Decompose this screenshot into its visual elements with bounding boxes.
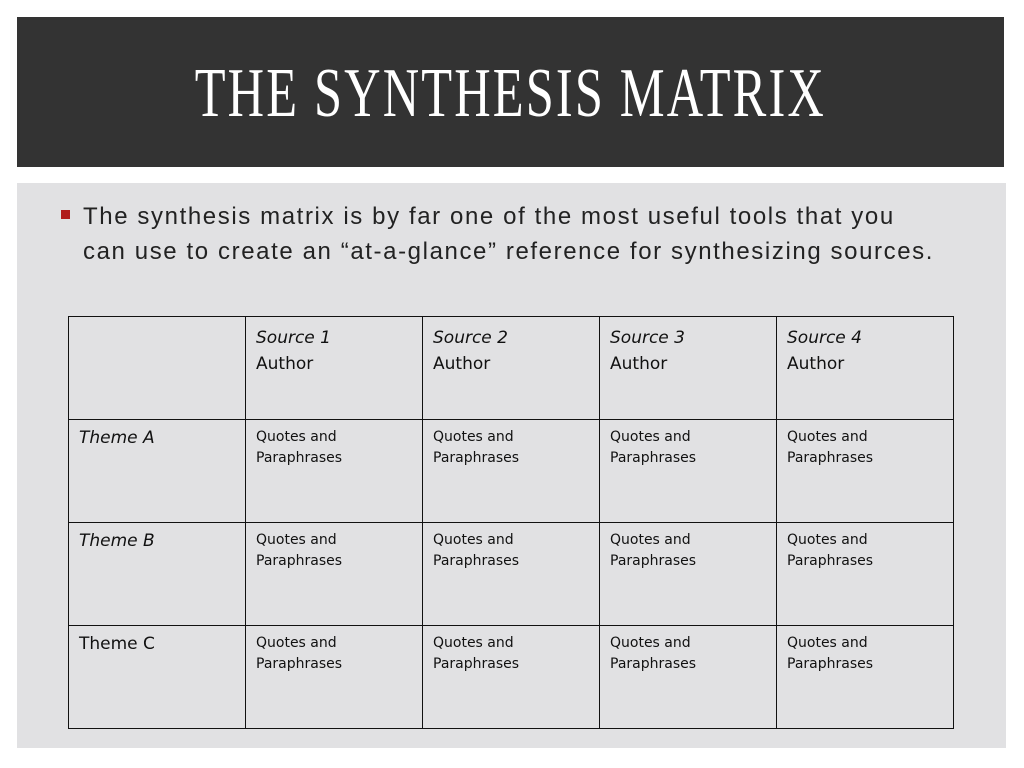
bullet-item	[61, 200, 941, 269]
source-author: Author	[787, 354, 845, 374]
matrix-cell	[600, 420, 777, 523]
matrix-cell	[423, 626, 600, 729]
theme-label: Theme C	[69, 626, 246, 729]
cell-line: Quotes and	[787, 429, 868, 445]
cell-line: Quotes and	[787, 635, 868, 651]
cell-line: Quotes and	[433, 635, 514, 651]
cell-line: Quotes and	[610, 532, 691, 548]
corner-cell	[69, 317, 246, 420]
source-header-cell	[423, 317, 600, 420]
cell-line: Quotes and	[610, 635, 691, 651]
cell-line: Quotes and	[787, 532, 868, 548]
source-author: Author	[256, 354, 314, 374]
cell-line: Quotes and	[433, 532, 514, 548]
slide-title: THE SYNTHESIS MATRIX	[194, 55, 827, 132]
source-title: Source 2	[433, 328, 508, 348]
matrix-header-row	[69, 317, 954, 420]
source-header-cell	[777, 317, 954, 420]
source-header-cell	[246, 317, 423, 420]
matrix-cell	[246, 523, 423, 626]
matrix-cell	[246, 626, 423, 729]
matrix-cell	[423, 420, 600, 523]
matrix-cell	[600, 523, 777, 626]
synthesis-matrix-table	[68, 316, 954, 729]
theme-row	[69, 626, 954, 729]
cell-line: Paraphrases	[610, 450, 697, 466]
matrix-cell	[423, 523, 600, 626]
cell-line: Paraphrases	[433, 656, 520, 672]
cell-line: Paraphrases	[610, 656, 697, 672]
source-author: Author	[433, 354, 491, 374]
theme-label: Theme A	[69, 420, 246, 523]
cell-line: Quotes and	[256, 635, 337, 651]
matrix-cell	[246, 420, 423, 523]
theme-row	[69, 523, 954, 626]
cell-line: Quotes and	[610, 429, 691, 445]
cell-line: Paraphrases	[787, 450, 874, 466]
cell-line: Paraphrases	[433, 553, 520, 569]
cell-line: Quotes and	[256, 532, 337, 548]
source-header-cell	[600, 317, 777, 420]
matrix-cell	[777, 626, 954, 729]
theme-label: Theme B	[69, 523, 246, 626]
source-title: Source 4	[787, 328, 862, 348]
cell-line: Paraphrases	[256, 656, 343, 672]
cell-line: Paraphrases	[256, 450, 343, 466]
theme-row	[69, 420, 954, 523]
matrix-cell	[777, 523, 954, 626]
matrix-cell	[600, 626, 777, 729]
source-author: Author	[610, 354, 668, 374]
cell-line: Quotes and	[433, 429, 514, 445]
square-bullet-icon	[61, 210, 70, 219]
source-title: Source 3	[610, 328, 685, 348]
title-bar	[17, 17, 1004, 167]
cell-line: Paraphrases	[433, 450, 520, 466]
cell-line: Paraphrases	[787, 656, 874, 672]
source-title: Source 1	[256, 328, 331, 348]
cell-line: Quotes and	[256, 429, 337, 445]
matrix-cell	[777, 420, 954, 523]
cell-line: Paraphrases	[256, 553, 343, 569]
cell-line: Paraphrases	[610, 553, 697, 569]
cell-line: Paraphrases	[787, 553, 874, 569]
content-panel	[17, 183, 1006, 748]
bullet-text: The synthesis matrix is by far one of the most useful tools that you can use to create an “at-a-glance” reference for synthesizing sources.	[83, 203, 935, 265]
